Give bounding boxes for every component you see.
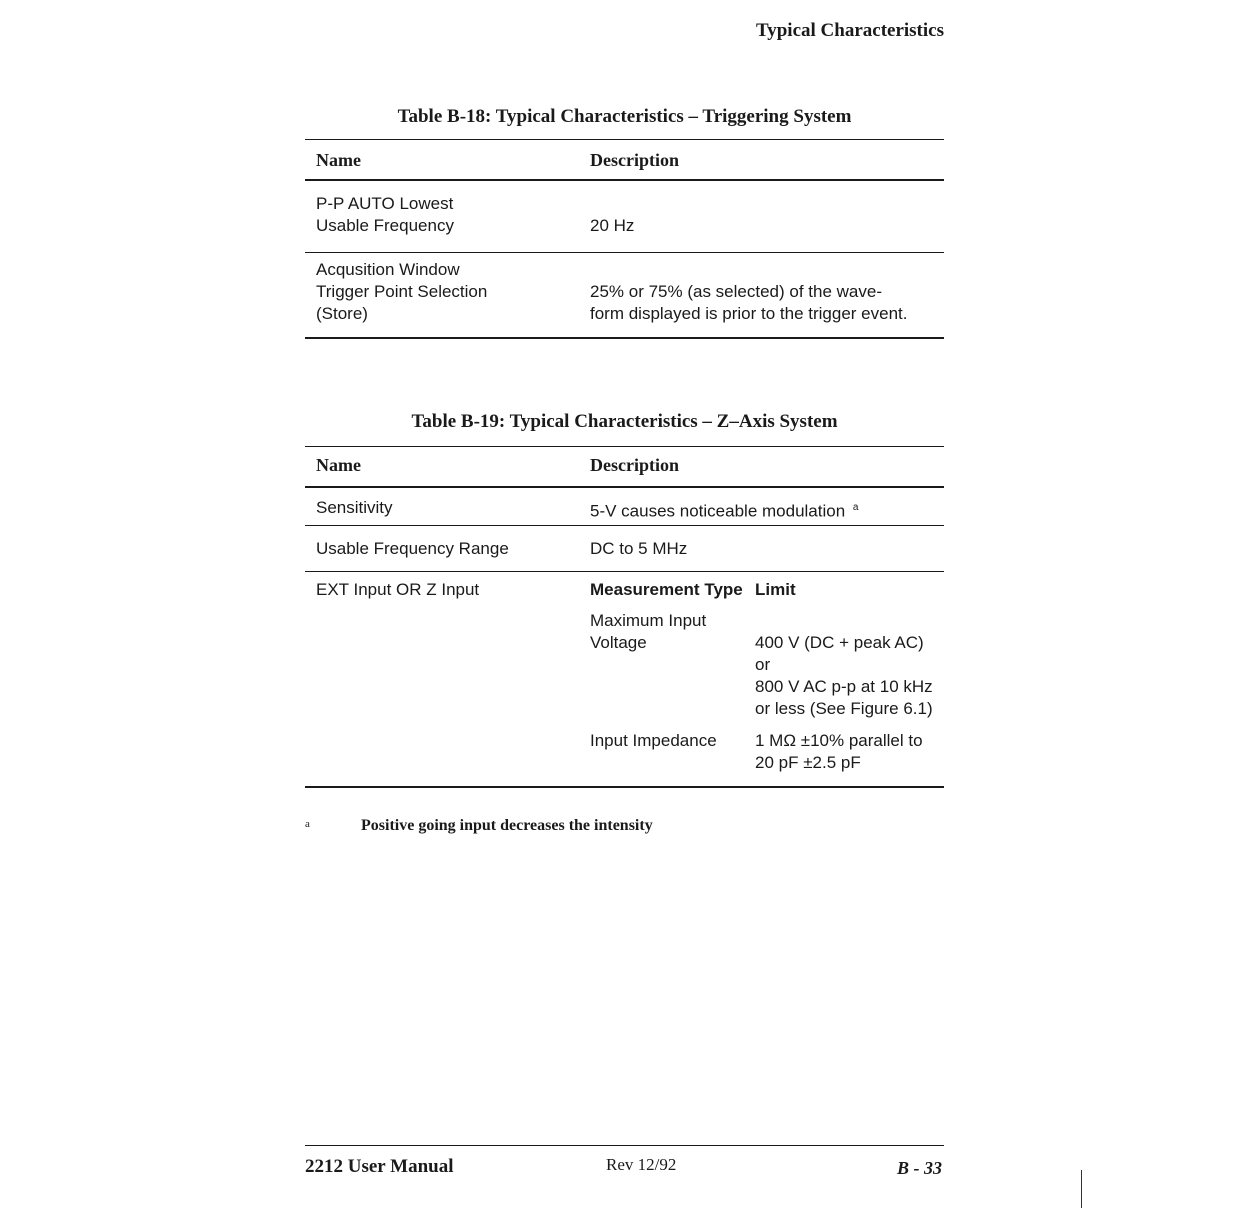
freq-range-description: DC to 5 MHz: [590, 539, 688, 558]
running-title: Typical Characteristics: [755, 20, 944, 41]
table-b18-bottom-rule: [305, 337, 944, 339]
table-b18-row2-name: Acqusition Window Trigger Point Selection (Store): [316, 260, 488, 323]
footer-revision: Rev 12/92: [606, 1155, 677, 1174]
footer-page-number: B - 33: [897, 1158, 942, 1178]
impedance-limit: 1 MΩ ±10% parallel to 20 pF ±2.5 pF: [755, 731, 923, 772]
impedance-type: Input Impedance: [590, 731, 717, 750]
table-b19-name-header: Name: [316, 455, 361, 475]
table-b18-description-header: Description: [590, 150, 679, 170]
table-b18-header-rule: [305, 179, 944, 181]
table-b18-name-header: Name: [316, 150, 361, 170]
table-b18-top-rule: [305, 139, 944, 140]
limit-header: Limit: [755, 580, 796, 599]
table-b19-divider-2: [305, 571, 944, 572]
table-b18-row2-description: 25% or 75% (as selected) of the wave- form displayed is prior to the trigger event.: [590, 282, 908, 323]
max-voltage-limit: 400 V (DC + peak AC) or 800 V AC p-p at 10 kHz or less (See Figure 6.1): [755, 633, 933, 718]
table-b18-row1-name: P-P AUTO Lowest Usable Frequency: [316, 194, 454, 235]
footnote-mark: a: [305, 818, 310, 830]
table-b19-description-header: Description: [590, 455, 679, 475]
ext-input-name: EXT Input OR Z Input: [316, 580, 480, 599]
footnote-text: Positive going input decreases the intensity: [361, 817, 653, 834]
table-b19-top-rule: [305, 446, 944, 447]
max-voltage-type: Maximum Input Voltage: [590, 611, 707, 652]
table-b18-row1-description: 20 Hz: [590, 216, 635, 235]
freq-range-name: Usable Frequency Range: [316, 539, 509, 558]
sensitivity-description: 5-V causes noticeable modulation $^a$: [590, 501, 859, 521]
change-bar: [1081, 1170, 1082, 1208]
table-b18-row-divider: [305, 252, 944, 253]
table-b18-caption: Table B-18: Typical Characteristics – Triggering System: [397, 106, 852, 127]
table-b19-caption: Table B-19: Typical Characteristics – Z–Axis System: [411, 411, 838, 432]
table-b19-header-rule: [305, 486, 944, 488]
measurement-type-header: Measurement Type: [590, 580, 743, 599]
table-b19-bottom-rule: [305, 786, 944, 788]
table-b19-divider-1: [305, 525, 944, 526]
footer-manual-title: 2212 User Manual: [305, 1156, 454, 1177]
sensitivity-footnote-ref: a: [852, 502, 859, 513]
footer-rule: [305, 1145, 944, 1146]
sensitivity-name: Sensitivity: [316, 498, 393, 517]
